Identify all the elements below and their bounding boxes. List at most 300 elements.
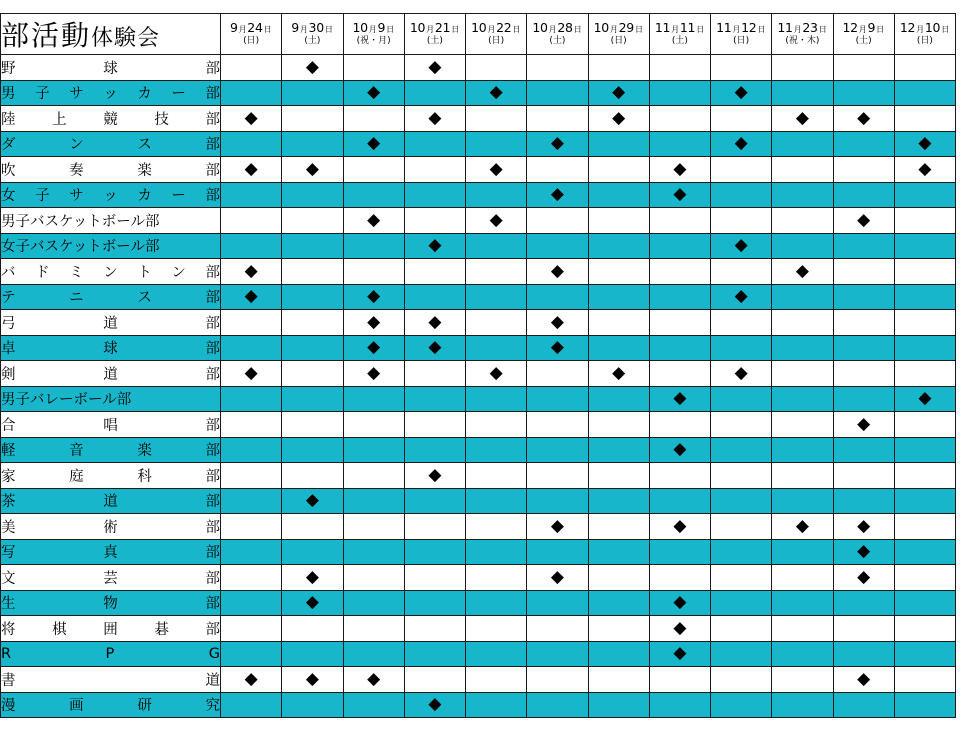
diamond-icon: ◆ xyxy=(489,82,503,103)
schedule-cell xyxy=(588,437,649,463)
schedule-cell xyxy=(466,590,527,616)
schedule-cell xyxy=(711,131,772,157)
table-row xyxy=(1,259,956,285)
schedule-cell xyxy=(466,667,527,693)
schedule-cell xyxy=(588,361,649,387)
club-name: 野 球 部 xyxy=(1,60,220,77)
schedule-cell xyxy=(404,488,465,514)
diamond-icon: ◆ xyxy=(305,158,319,179)
schedule-cell xyxy=(282,157,343,183)
schedule-cell xyxy=(527,386,588,412)
diamond-icon: ◆ xyxy=(305,668,319,689)
schedule-cell xyxy=(221,335,282,361)
diamond-icon: ◆ xyxy=(795,515,809,536)
schedule-cell xyxy=(588,667,649,693)
schedule-cell xyxy=(466,335,527,361)
diamond-icon: ◆ xyxy=(367,133,381,154)
diamond-icon: ◆ xyxy=(367,82,381,103)
schedule-cell xyxy=(343,590,404,616)
schedule-cell xyxy=(343,361,404,387)
schedule-cell xyxy=(466,131,527,157)
club-name: 将 棋 囲 碁 部 xyxy=(1,621,220,638)
schedule-cell xyxy=(527,106,588,132)
schedule-cell xyxy=(588,335,649,361)
schedule-cell xyxy=(588,590,649,616)
diamond-icon: ◆ xyxy=(428,56,442,77)
table-row xyxy=(1,692,956,718)
schedule-cell xyxy=(404,284,465,310)
schedule-cell xyxy=(221,80,282,106)
club-name-cell xyxy=(1,259,221,285)
schedule-cell xyxy=(282,514,343,540)
date-header xyxy=(343,14,404,55)
schedule-cell xyxy=(894,259,955,285)
diamond-icon: ◆ xyxy=(673,617,687,638)
table-row xyxy=(1,361,956,387)
schedule-cell xyxy=(221,514,282,540)
date-header xyxy=(894,14,955,55)
schedule-cell xyxy=(343,182,404,208)
schedule-cell xyxy=(588,412,649,438)
schedule-cell xyxy=(221,437,282,463)
schedule-cell xyxy=(221,157,282,183)
schedule-cell xyxy=(527,233,588,259)
schedule-cell xyxy=(894,616,955,642)
schedule-cell xyxy=(588,259,649,285)
diamond-icon: ◆ xyxy=(428,311,442,332)
schedule-cell xyxy=(527,412,588,438)
diamond-icon: ◆ xyxy=(857,541,871,562)
schedule-cell xyxy=(711,463,772,489)
schedule-cell xyxy=(221,233,282,259)
schedule-cell xyxy=(588,233,649,259)
schedule-cell xyxy=(282,131,343,157)
date-header xyxy=(466,14,527,55)
schedule-cell xyxy=(711,616,772,642)
schedule-cell xyxy=(221,310,282,336)
schedule-cell xyxy=(772,208,833,234)
schedule-cell xyxy=(466,692,527,718)
date-label: 10月9日 xyxy=(352,20,394,36)
diamond-icon: ◆ xyxy=(673,158,687,179)
diamond-icon: ◆ xyxy=(550,566,564,587)
table-row xyxy=(1,386,956,412)
schedule-cell xyxy=(649,284,710,310)
diamond-icon: ◆ xyxy=(244,362,258,383)
schedule-cell xyxy=(772,488,833,514)
schedule-cell xyxy=(527,55,588,81)
club-name-cell xyxy=(1,335,221,361)
schedule-cell xyxy=(404,667,465,693)
title-sub: 体験会 xyxy=(91,26,161,51)
schedule-cell xyxy=(343,106,404,132)
club-name-cell xyxy=(1,157,221,183)
date-label: 11月12日 xyxy=(716,20,766,36)
schedule-cell xyxy=(711,667,772,693)
diamond-icon: ◆ xyxy=(673,592,687,613)
club-name-cell xyxy=(1,208,221,234)
schedule-cell xyxy=(343,488,404,514)
diamond-icon: ◆ xyxy=(244,286,258,307)
schedule-cell xyxy=(343,539,404,565)
schedule-cell xyxy=(772,386,833,412)
date-weekday: (土) xyxy=(426,35,443,46)
schedule-cell xyxy=(894,463,955,489)
diamond-icon: ◆ xyxy=(734,133,748,154)
schedule-cell xyxy=(649,80,710,106)
diamond-icon: ◆ xyxy=(734,286,748,307)
schedule-cell xyxy=(221,692,282,718)
schedule-cell xyxy=(282,437,343,463)
schedule-cell xyxy=(221,412,282,438)
schedule-cell xyxy=(282,106,343,132)
date-header xyxy=(404,14,465,55)
diamond-icon: ◆ xyxy=(550,337,564,358)
club-name: 茶 道 部 xyxy=(1,494,220,511)
schedule-cell xyxy=(649,182,710,208)
schedule-cell xyxy=(282,233,343,259)
diamond-icon: ◆ xyxy=(244,107,258,128)
date-label: 10月22日 xyxy=(471,20,521,36)
schedule-cell xyxy=(649,361,710,387)
diamond-icon: ◆ xyxy=(857,209,871,230)
schedule-cell xyxy=(221,131,282,157)
date-label: 10月21日 xyxy=(409,20,459,36)
schedule-cell xyxy=(466,55,527,81)
schedule-cell xyxy=(833,539,894,565)
schedule-cell xyxy=(404,463,465,489)
schedule-cell xyxy=(711,641,772,667)
schedule-cell xyxy=(772,565,833,591)
schedule-cell xyxy=(711,386,772,412)
diamond-icon: ◆ xyxy=(918,158,932,179)
schedule-cell xyxy=(466,259,527,285)
schedule-cell xyxy=(711,514,772,540)
schedule-cell xyxy=(772,514,833,540)
schedule-cell xyxy=(527,80,588,106)
schedule-cell xyxy=(894,208,955,234)
schedule-cell xyxy=(221,55,282,81)
diamond-icon: ◆ xyxy=(428,235,442,256)
schedule-cell xyxy=(649,412,710,438)
table-row xyxy=(1,590,956,616)
diamond-icon: ◆ xyxy=(367,311,381,332)
schedule-cell xyxy=(588,641,649,667)
schedule-cell xyxy=(894,386,955,412)
schedule-cell xyxy=(404,514,465,540)
schedule-cell xyxy=(588,182,649,208)
schedule-cell xyxy=(711,80,772,106)
date-header xyxy=(527,14,588,55)
schedule-cell xyxy=(343,412,404,438)
diamond-icon: ◆ xyxy=(612,107,626,128)
schedule-cell xyxy=(404,616,465,642)
schedule-cell xyxy=(282,182,343,208)
schedule-cell xyxy=(221,616,282,642)
schedule-cell xyxy=(833,412,894,438)
date-header xyxy=(649,14,710,55)
schedule-cell xyxy=(772,361,833,387)
schedule-cell xyxy=(772,131,833,157)
club-name-cell xyxy=(1,565,221,591)
schedule-cell xyxy=(466,233,527,259)
club-name: バ ド ミ ン ト ン 部 xyxy=(1,264,220,281)
diamond-icon: ◆ xyxy=(734,362,748,383)
club-name: 文 芸 部 xyxy=(1,570,220,587)
schedule-cell xyxy=(404,182,465,208)
schedule-cell xyxy=(343,233,404,259)
schedule-cell xyxy=(772,437,833,463)
schedule-cell xyxy=(894,565,955,591)
table-row xyxy=(1,539,956,565)
schedule-cell xyxy=(833,310,894,336)
club-name-cell xyxy=(1,539,221,565)
club-name-cell xyxy=(1,55,221,81)
schedule-cell xyxy=(343,386,404,412)
diamond-icon: ◆ xyxy=(857,515,871,536)
schedule-cell xyxy=(588,310,649,336)
date-label: 11月23日 xyxy=(777,20,827,36)
schedule-cell xyxy=(772,539,833,565)
schedule-cell xyxy=(711,412,772,438)
schedule-cell xyxy=(527,539,588,565)
table-row xyxy=(1,55,956,81)
schedule-cell xyxy=(282,590,343,616)
diamond-icon: ◆ xyxy=(489,209,503,230)
schedule-cell xyxy=(343,463,404,489)
schedule-cell xyxy=(711,106,772,132)
date-weekday: (土) xyxy=(549,35,566,46)
date-header xyxy=(711,14,772,55)
schedule-cell xyxy=(404,692,465,718)
schedule-cell xyxy=(894,310,955,336)
club-name-cell xyxy=(1,284,221,310)
schedule-cell xyxy=(343,131,404,157)
schedule-cell xyxy=(588,386,649,412)
schedule-cell xyxy=(527,488,588,514)
schedule-cell xyxy=(221,488,282,514)
date-label: 10月28日 xyxy=(532,20,582,36)
schedule-cell xyxy=(588,692,649,718)
schedule-cell xyxy=(221,259,282,285)
schedule-cell xyxy=(466,386,527,412)
schedule-cell xyxy=(772,182,833,208)
schedule-cell xyxy=(343,259,404,285)
diamond-icon: ◆ xyxy=(734,82,748,103)
diamond-icon: ◆ xyxy=(244,158,258,179)
club-name-cell xyxy=(1,361,221,387)
club-name-cell xyxy=(1,667,221,693)
schedule-cell xyxy=(711,284,772,310)
schedule-cell xyxy=(527,208,588,234)
schedule-cell xyxy=(527,463,588,489)
schedule-cell xyxy=(404,335,465,361)
schedule-cell xyxy=(833,259,894,285)
table-row xyxy=(1,463,956,489)
table-row xyxy=(1,233,956,259)
schedule-cell xyxy=(282,259,343,285)
schedule-cell xyxy=(649,463,710,489)
date-label: 10月29日 xyxy=(593,20,643,36)
schedule-cell xyxy=(466,361,527,387)
diamond-icon: ◆ xyxy=(367,668,381,689)
schedule-cell xyxy=(711,692,772,718)
schedule-cell xyxy=(282,463,343,489)
club-name: 陸 上 競 技 部 xyxy=(1,111,220,128)
schedule-cell xyxy=(343,310,404,336)
schedule-cell xyxy=(833,667,894,693)
table-row xyxy=(1,106,956,132)
schedule-cell xyxy=(772,616,833,642)
club-name: 軽 音 楽 部 xyxy=(1,443,220,460)
schedule-cell xyxy=(404,539,465,565)
diamond-icon: ◆ xyxy=(857,566,871,587)
diamond-icon: ◆ xyxy=(305,490,319,511)
schedule-cell xyxy=(772,55,833,81)
schedule-cell xyxy=(282,80,343,106)
schedule-cell xyxy=(833,616,894,642)
date-weekday: (日) xyxy=(488,35,505,46)
club-name-cell xyxy=(1,412,221,438)
diamond-icon: ◆ xyxy=(305,592,319,613)
table-row xyxy=(1,437,956,463)
date-header xyxy=(833,14,894,55)
club-name: 書 道 xyxy=(1,672,220,689)
schedule-cell xyxy=(649,310,710,336)
schedule-cell xyxy=(588,284,649,310)
schedule-cell xyxy=(833,55,894,81)
schedule-cell xyxy=(221,641,282,667)
schedule-cell xyxy=(649,335,710,361)
schedule-cell xyxy=(711,590,772,616)
diamond-icon: ◆ xyxy=(367,362,381,383)
schedule-cell xyxy=(282,361,343,387)
schedule-cell xyxy=(772,590,833,616)
schedule-cell xyxy=(833,208,894,234)
schedule-cell xyxy=(588,565,649,591)
schedule-cell xyxy=(221,106,282,132)
schedule-cell xyxy=(343,55,404,81)
club-name-cell xyxy=(1,182,221,208)
club-name: 女子バスケットボール部 xyxy=(1,239,160,256)
schedule-cell xyxy=(588,208,649,234)
schedule-cell xyxy=(527,641,588,667)
date-header xyxy=(772,14,833,55)
diamond-icon: ◆ xyxy=(673,439,687,460)
schedule-cell xyxy=(711,233,772,259)
schedule-cell xyxy=(833,692,894,718)
schedule-cell xyxy=(711,488,772,514)
schedule-cell xyxy=(282,667,343,693)
schedule-cell xyxy=(649,437,710,463)
schedule-cell xyxy=(711,310,772,336)
diamond-icon: ◆ xyxy=(550,184,564,205)
schedule-cell xyxy=(833,641,894,667)
diamond-icon: ◆ xyxy=(305,566,319,587)
diamond-icon: ◆ xyxy=(612,82,626,103)
club-name: 生 物 部 xyxy=(1,596,220,613)
club-name-cell xyxy=(1,488,221,514)
schedule-cell xyxy=(221,284,282,310)
schedule-cell xyxy=(466,641,527,667)
date-weekday: (日) xyxy=(243,35,260,46)
schedule-cell xyxy=(649,616,710,642)
schedule-cell xyxy=(282,55,343,81)
schedule-cell xyxy=(894,692,955,718)
schedule-table xyxy=(0,13,956,718)
schedule-cell xyxy=(282,539,343,565)
schedule-cell xyxy=(894,641,955,667)
schedule-cell xyxy=(404,259,465,285)
schedule-cell xyxy=(404,131,465,157)
club-name-cell xyxy=(1,514,221,540)
schedule-cell xyxy=(404,361,465,387)
diamond-icon: ◆ xyxy=(918,388,932,409)
schedule-cell xyxy=(282,310,343,336)
club-name: 卓 球 部 xyxy=(1,341,220,358)
schedule-cell xyxy=(894,412,955,438)
diamond-icon: ◆ xyxy=(428,694,442,715)
date-label: 12月10日 xyxy=(899,20,949,36)
diamond-icon: ◆ xyxy=(244,260,258,281)
schedule-cell xyxy=(894,106,955,132)
schedule-cell xyxy=(221,667,282,693)
schedule-cell xyxy=(466,412,527,438)
schedule-cell xyxy=(404,412,465,438)
schedule-cell xyxy=(894,80,955,106)
schedule-cell xyxy=(282,412,343,438)
schedule-cell xyxy=(343,284,404,310)
club-name: 男 子 サ ッ カ ー 部 xyxy=(1,86,220,103)
schedule-cell xyxy=(343,514,404,540)
schedule-cell xyxy=(772,233,833,259)
schedule-cell xyxy=(466,157,527,183)
schedule-cell xyxy=(894,488,955,514)
club-name: 男子バスケットボール部 xyxy=(1,213,160,230)
diamond-icon: ◆ xyxy=(673,515,687,536)
schedule-cell xyxy=(221,463,282,489)
table-row xyxy=(1,514,956,540)
diamond-icon: ◆ xyxy=(857,668,871,689)
schedule-cell xyxy=(894,590,955,616)
date-label: 12月9日 xyxy=(842,20,884,36)
date-weekday: (土) xyxy=(304,35,321,46)
table-row xyxy=(1,182,956,208)
schedule-cell xyxy=(772,412,833,438)
table-row xyxy=(1,80,956,106)
club-name: 吹 奏 楽 部 xyxy=(1,162,220,179)
schedule-cell xyxy=(404,157,465,183)
date-weekday: (日) xyxy=(733,35,750,46)
schedule-cell xyxy=(649,565,710,591)
table-row xyxy=(1,335,956,361)
schedule-cell xyxy=(221,208,282,234)
schedule-cell xyxy=(649,233,710,259)
schedule-cell xyxy=(221,565,282,591)
schedule-cell xyxy=(772,106,833,132)
date-weekday: (日) xyxy=(916,35,933,46)
schedule-cell xyxy=(343,565,404,591)
table-row xyxy=(1,157,956,183)
schedule-cell xyxy=(894,182,955,208)
schedule-cell xyxy=(527,361,588,387)
schedule-cell xyxy=(527,310,588,336)
club-name-cell xyxy=(1,437,221,463)
schedule-cell xyxy=(711,208,772,234)
schedule-cell xyxy=(833,514,894,540)
schedule-cell xyxy=(772,310,833,336)
schedule-cell xyxy=(282,335,343,361)
